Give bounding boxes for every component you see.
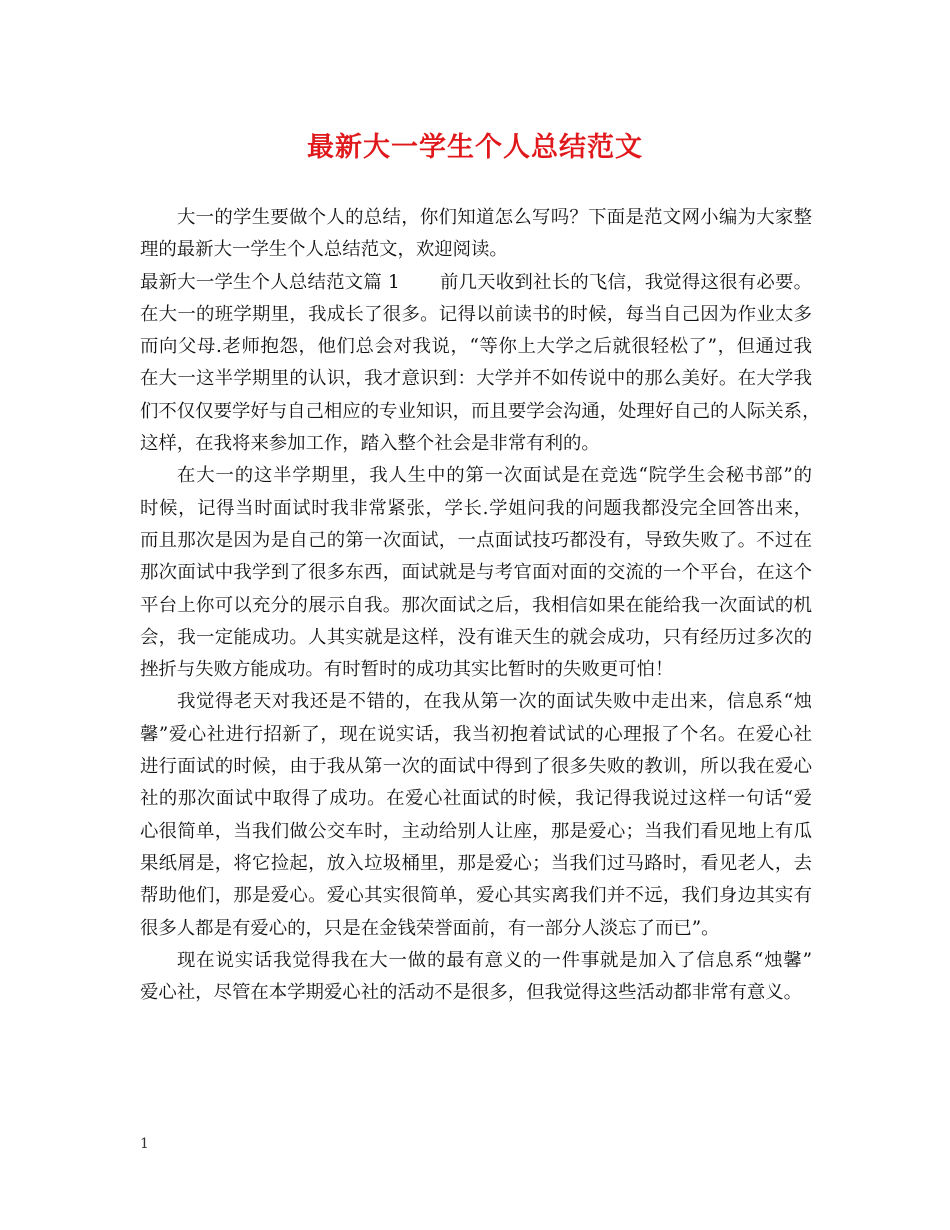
- paragraph-line: 这样，在我将来参加工作，踏入整个社会是非常有利的。: [140, 433, 600, 455]
- paragraph-line: 我觉得老天对我还是不错的，在我从第一次的面试失败中走出来，信息系“烛: [177, 691, 812, 713]
- section-heading-line: [140, 267, 812, 299]
- section-heading: 最新大一学生个人总结范文篇 1: [140, 271, 400, 293]
- paragraph-line: 在大一这半学期里的认识，我才意识到：大学并不如传说中的那么美好。在大学我: [140, 368, 812, 390]
- paragraph-line: 果纸屑是，将它捡起，放入垃圾桶里，那是爱心；当我们过马路时，看见老人，去: [140, 852, 812, 874]
- paragraph-line: 会，我一定能成功。人其实就是这样，没有谁天生的就会成功，只有经历过多次的: [140, 626, 812, 648]
- paragraph-line: 时候，记得当时面试时我非常紧张，学长.学姐问我的问题我都没完全回答出来，: [140, 497, 812, 519]
- paragraph-line: 那次面试中我学到了很多东西，面试就是与考官面对面的交流的一个平台，在这个: [140, 562, 812, 584]
- paragraph-line: 很多人都是有爱心的，只是在金钱荣誉面前，有一部分人淡忘了而已”。: [140, 917, 720, 939]
- paragraph-line: 现在说实话我觉得我在大一做的最有意义的一件事就是加入了信息系“烛馨”: [177, 949, 812, 971]
- paragraph-line: 帮助他们，那是爱心。爱心其实很简单，爱心其实离我们并不远，我们身边其实有: [140, 885, 812, 907]
- paragraph-line: 理的最新大一学生个人总结范文，欢迎阅读。: [140, 239, 508, 261]
- document-title: 最新大一学生个人总结范文: [307, 132, 643, 163]
- paragraph-line: 进行面试的时候，由于我从第一次的面试中得到了很多失败的教训，所以我在爱心: [140, 756, 812, 778]
- section-first-sentence: 前几天收到社长的飞信，我觉得这很有必要。: [439, 271, 812, 293]
- paragraph-line: 而向父母.老师抱怨，他们总会对我说，“等你上大学之后就很轻松了”，但通过我: [140, 336, 812, 358]
- paragraph-line: 爱心社，尽管在本学期爱心社的活动不是很多，但我觉得这些活动都非常有意义。: [140, 982, 803, 1004]
- paragraph-line: 社的那次面试中取得了成功。在爱心社面试的时候，我记得我说过这样一句话“爱: [140, 788, 812, 810]
- paragraph-line: 大一的学生要做个人的总结，你们知道怎么写吗？下面是范文网小编为大家整: [177, 207, 812, 228]
- paragraph-line: 在大一的班学期里，我成长了很多。记得以前读书的时候，每当自己因为作业太多: [140, 303, 812, 325]
- paragraph-line: 平台上你可以充分的展示自我。那次面试之后，我相信如果在能给我一次面试的机: [140, 594, 812, 616]
- paragraph-line: 馨”爱心社进行招新了，现在说实话，我当初抱着试试的心理报了个名。在爱心社: [140, 723, 812, 745]
- paragraph-line: 挫折与失败方能成功。有时暂时的成功其实比暂时的失败更可怕！: [140, 659, 674, 681]
- paragraph-line: 心很简单，当我们做公交车时，主动给别人让座，那是爱心；当我们看见地上有瓜: [140, 820, 812, 842]
- document-body: [140, 202, 821, 1009]
- page-number: 1: [140, 1136, 149, 1152]
- paragraph-line: 而且那次是因为是自己的第一次面试，一点面试技巧都没有，导致失败了。不过在: [140, 529, 812, 551]
- paragraph-line: 在大一的这半学期里，我人生中的第一次面试是在竞选“院学生会秘书部”的: [177, 465, 812, 487]
- paragraph-line: 们不仅仅要学好与自己相应的专业知识，而且要学会沟通，处理好自己的人际关系，: [140, 400, 821, 422]
